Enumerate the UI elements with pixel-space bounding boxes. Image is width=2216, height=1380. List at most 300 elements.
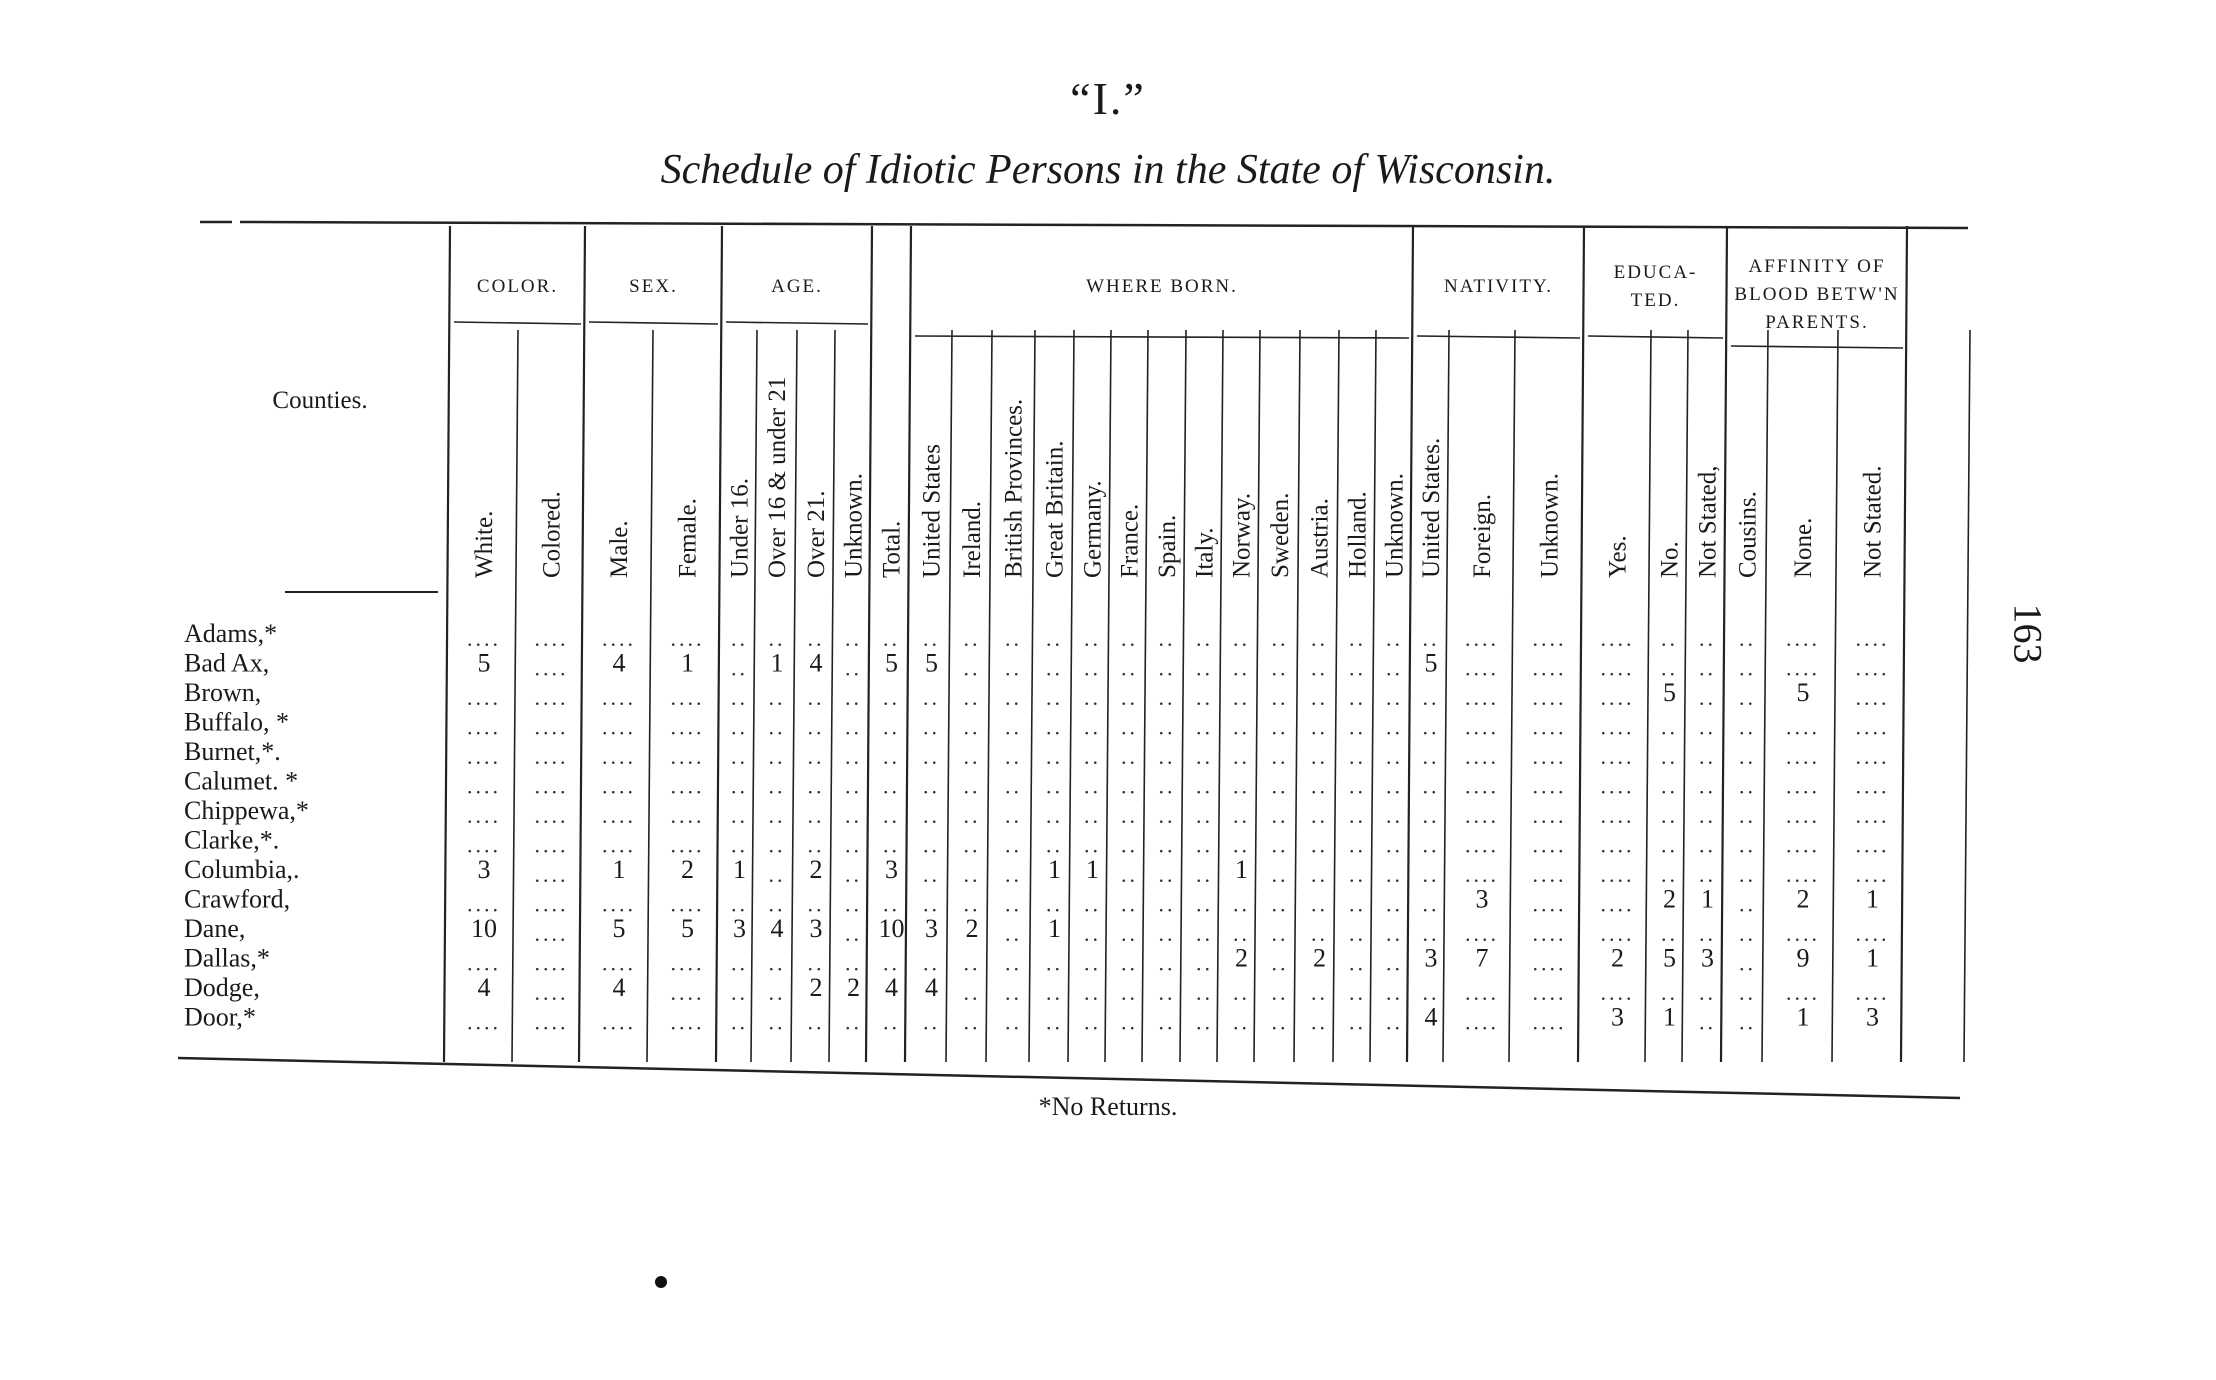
cell-leader: .... <box>1532 921 1567 946</box>
cell-leader: .. <box>1349 773 1366 799</box>
column-header-born-6: Spain. <box>1154 514 1181 578</box>
cell-leader: .. <box>1005 832 1022 858</box>
cell-leader: .... <box>1855 744 1890 769</box>
cell-leader: .. <box>1422 862 1440 887</box>
cell-leader: .... <box>1600 832 1635 858</box>
column-divider <box>1180 330 1186 1062</box>
cell-leader: .. <box>1271 626 1289 651</box>
column-header-born-2: British Provinces. <box>1000 398 1028 578</box>
cell-value: 2 <box>847 973 860 1002</box>
cell-leader: .... <box>1465 1009 1499 1035</box>
cell-value: 3 <box>733 914 746 943</box>
column-header-born-10: Austria. <box>1306 498 1334 578</box>
cell-leader: .... <box>602 685 636 710</box>
page-number: 163 <box>2005 603 2051 664</box>
column-header-born-11: Holland. <box>1344 491 1372 578</box>
cell-leader: .. <box>1386 803 1403 828</box>
cell-leader: .. <box>1699 1009 1716 1035</box>
cell-value: 4 <box>925 973 938 1002</box>
cell-leader: .. <box>1661 921 1678 946</box>
cell-value: 4 <box>770 914 784 943</box>
group-header-sex: SEX. <box>629 276 678 297</box>
cell-leader: .. <box>1271 980 1289 1005</box>
cell-value: 1 <box>1086 855 1099 884</box>
cell-leader: .. <box>963 803 981 828</box>
cell-leader: .... <box>467 891 501 917</box>
cell-leader: .. <box>1158 773 1176 799</box>
column-header-age-0: Under 16. <box>726 478 754 578</box>
cell-leader: .... <box>670 744 705 769</box>
cell-leader: .... <box>1786 744 1820 769</box>
cell-leader: .. <box>1699 773 1716 799</box>
cell-value: 4 <box>612 973 626 1002</box>
cell-leader: .. <box>1422 626 1440 651</box>
column-divider <box>1762 330 1768 1062</box>
cell-leader: .. <box>731 655 748 681</box>
group-underline <box>454 322 581 324</box>
cell-value: 2 <box>681 855 694 884</box>
cell-leader: .. <box>768 773 786 799</box>
cell-leader: .... <box>1786 832 1820 858</box>
cell-leader: .... <box>1855 685 1890 710</box>
cell-leader: .... <box>1786 626 1820 651</box>
group-underline <box>1588 336 1723 338</box>
cell-leader: .. <box>1386 744 1403 769</box>
cell-leader: .. <box>1196 773 1213 799</box>
cell-leader: .. <box>1349 655 1366 681</box>
cell-value: 2 <box>965 914 979 943</box>
cell-leader: .. <box>1233 744 1250 769</box>
cell-leader: .... <box>1600 773 1635 799</box>
column-header-born-12: Unknown. <box>1381 473 1409 578</box>
footnote: *No Returns. <box>1038 1092 1178 1121</box>
cell-leader: .. <box>883 744 900 769</box>
cell-leader: .... <box>670 714 705 740</box>
county-name: Calumet. * <box>184 766 299 796</box>
cell-value: 5 <box>1663 943 1676 973</box>
cell-leader: .. <box>845 803 862 828</box>
cell-leader: .. <box>1121 685 1138 710</box>
cell-leader: .... <box>1532 773 1567 799</box>
cell-leader: .. <box>845 921 862 946</box>
cell-leader: .. <box>1271 714 1289 740</box>
cell-leader: .. <box>1005 1009 1022 1035</box>
cell-leader: .. <box>1005 862 1022 887</box>
cell-value: 10 <box>878 914 905 943</box>
cell-leader: .. <box>1271 803 1289 828</box>
cell-leader: .... <box>467 744 501 769</box>
column-header-total-0: Total. <box>878 520 906 578</box>
cell-leader: .. <box>1121 980 1138 1005</box>
cell-leader: .. <box>1158 744 1176 769</box>
cell-leader: .... <box>467 685 501 710</box>
cell-value: 5 <box>477 648 491 678</box>
cell-leader: .... <box>534 921 569 946</box>
group-divider <box>905 226 911 1062</box>
cell-leader: .. <box>1349 744 1366 769</box>
column-header-age-2: Over 21. <box>803 490 830 578</box>
cell-leader: .. <box>1311 803 1328 828</box>
cell-leader: .. <box>1196 685 1213 710</box>
cell-leader: .... <box>1855 980 1890 1005</box>
cell-leader: .. <box>1349 921 1366 946</box>
cell-leader: .. <box>731 685 748 710</box>
cell-leader: .. <box>963 950 981 976</box>
cell-value: 5 <box>612 914 626 943</box>
cell-leader: .... <box>467 832 501 858</box>
cell-leader: .. <box>1233 803 1250 828</box>
cell-leader: .. <box>923 862 940 887</box>
cell-leader: .. <box>1196 655 1213 681</box>
cell-leader: .... <box>534 862 569 887</box>
cell-value: 1 <box>1048 855 1061 884</box>
cell-leader: .. <box>1349 980 1366 1005</box>
cell-leader: .. <box>1196 803 1213 828</box>
cell-leader: .. <box>1121 803 1138 828</box>
cell-leader: .... <box>1855 626 1890 651</box>
cell-value: 1 <box>681 648 694 678</box>
cell-leader: .... <box>602 832 636 858</box>
cell-leader: .. <box>1233 773 1250 799</box>
cell-leader: .. <box>1311 921 1328 946</box>
cell-leader: .. <box>731 744 748 769</box>
cell-leader: .... <box>534 950 569 976</box>
table-body <box>184 619 1890 1035</box>
cell-leader: .. <box>1046 714 1063 740</box>
column-divider <box>986 330 992 1062</box>
cell-leader: .. <box>923 1009 940 1035</box>
cell-leader: .. <box>1158 803 1176 828</box>
cell-leader: .. <box>768 685 786 710</box>
cell-leader: .... <box>1600 921 1635 946</box>
cell-leader: .... <box>1465 773 1499 799</box>
cell-leader: .. <box>807 685 825 710</box>
cell-leader: .. <box>1196 626 1213 651</box>
cell-leader: .. <box>731 773 748 799</box>
column-header-affinity-1: None. <box>1790 517 1817 578</box>
group-header-nativity: NATIVITY. <box>1444 276 1553 297</box>
cell-leader: .... <box>1600 803 1635 828</box>
cell-leader: .. <box>963 862 981 887</box>
cell-leader: .. <box>845 862 862 887</box>
cell-leader: .... <box>670 980 705 1005</box>
cell-leader: .. <box>1196 1009 1213 1035</box>
cell-leader: .. <box>1046 655 1063 681</box>
cell-leader: .. <box>807 714 825 740</box>
cell-value: 4 <box>612 648 626 678</box>
cell-leader: .. <box>1005 921 1022 946</box>
cell-leader: .. <box>768 980 786 1005</box>
cell-leader: .. <box>963 832 981 858</box>
cell-leader: .. <box>1661 626 1678 651</box>
cell-leader: .... <box>1786 921 1820 946</box>
group-divider <box>1721 226 1727 1062</box>
column-header-sex-0: Male. <box>606 520 633 578</box>
cell-leader: .. <box>883 891 900 917</box>
column-divider <box>1370 330 1376 1062</box>
cell-value: 4 <box>885 973 898 1002</box>
cell-leader: .. <box>1121 773 1138 799</box>
column-divider <box>647 330 653 1062</box>
table-row <box>184 708 1890 740</box>
cell-leader: .. <box>1311 626 1328 651</box>
cell-leader: .. <box>1005 744 1022 769</box>
group-header-affinity: AFFINITY OF <box>1748 256 1886 277</box>
cell-leader: .... <box>1532 980 1567 1005</box>
group-header-color: COLOR. <box>476 276 559 297</box>
column-header-nativity-1: Foreign. <box>1469 493 1496 578</box>
cell-leader: .. <box>1739 862 1756 887</box>
cell-leader: .. <box>807 832 825 858</box>
cell-leader: .. <box>1739 744 1756 769</box>
cell-value: 4 <box>1424 1002 1438 1032</box>
cell-leader: .... <box>1532 950 1567 976</box>
cell-leader: .. <box>1121 862 1138 887</box>
column-header-born-1: Ireland. <box>959 500 986 578</box>
column-header-born-0: United States <box>918 443 946 578</box>
cell-leader: .. <box>1121 626 1138 651</box>
cell-value: 1 <box>770 648 784 678</box>
cell-value: 3 <box>477 855 491 884</box>
cell-value: 1 <box>1663 1002 1676 1032</box>
column-header-age-1: Over 16 & under 21 <box>764 376 791 578</box>
column-divider <box>1333 330 1339 1062</box>
cell-leader: .. <box>963 980 981 1005</box>
cell-leader: .... <box>670 626 705 651</box>
column-divider <box>1645 330 1651 1062</box>
cell-leader: .... <box>534 832 569 858</box>
cell-leader: .. <box>1422 714 1440 740</box>
cell-leader: .. <box>1196 891 1213 917</box>
cell-leader: .... <box>1600 744 1635 769</box>
group-underline <box>589 322 718 324</box>
cell-leader: .. <box>1349 1009 1366 1035</box>
cell-leader: .. <box>883 685 900 710</box>
cell-value: 3 <box>1611 1002 1624 1032</box>
cell-leader: .. <box>923 803 940 828</box>
column-header-born-7: Italy. <box>1191 527 1219 578</box>
cell-leader: .. <box>845 714 862 740</box>
cell-leader: .. <box>1661 655 1678 681</box>
cell-leader: .... <box>534 980 569 1005</box>
cell-leader: .... <box>1532 862 1567 887</box>
cell-value: 5 <box>1424 648 1438 678</box>
cell-leader: .. <box>1005 803 1022 828</box>
cell-value: 2 <box>1796 884 1810 914</box>
group-header-born: WHERE BORN. <box>1086 276 1238 297</box>
cell-leader: .. <box>807 626 825 651</box>
cell-leader: .. <box>1084 921 1101 946</box>
cell-leader: .. <box>731 1009 748 1035</box>
cell-leader: .. <box>1311 832 1328 858</box>
cell-leader: .... <box>1855 921 1890 946</box>
cell-leader: .. <box>1158 862 1176 887</box>
cell-value: 2 <box>809 973 823 1002</box>
cell-leader: .. <box>1422 891 1440 917</box>
cell-value: 10 <box>471 914 497 943</box>
cell-leader: .. <box>1386 891 1403 917</box>
cell-leader: .. <box>768 832 786 858</box>
cell-leader: .. <box>1046 891 1063 917</box>
cell-value: 1 <box>1866 943 1879 973</box>
counties-header: Counties. <box>272 387 368 414</box>
cell-leader: .. <box>1084 832 1101 858</box>
cell-leader: .... <box>1465 862 1499 887</box>
cell-leader: .. <box>1233 832 1250 858</box>
cell-leader: .. <box>807 803 825 828</box>
cell-leader: .... <box>467 1009 501 1035</box>
cell-leader: .. <box>731 714 748 740</box>
cell-leader: .. <box>845 1009 862 1035</box>
table-row <box>184 796 1890 828</box>
cell-leader: .. <box>1661 980 1678 1005</box>
cell-leader: .. <box>1084 1009 1101 1035</box>
cell-leader: .... <box>1532 655 1567 681</box>
cell-leader: .. <box>1196 980 1213 1005</box>
cell-leader: .... <box>1855 714 1890 740</box>
group-header-age: AGE. <box>771 276 823 297</box>
cell-leader: .. <box>1386 921 1403 946</box>
cell-leader: .. <box>923 744 940 769</box>
cell-leader: .... <box>1465 832 1499 858</box>
cell-leader: .. <box>963 1009 981 1035</box>
cell-leader: .. <box>1196 832 1213 858</box>
cell-leader: .. <box>768 1009 786 1035</box>
table-row <box>184 649 1890 681</box>
cell-leader: .. <box>1233 980 1250 1005</box>
cell-leader: .. <box>1271 832 1289 858</box>
cell-leader: .... <box>534 744 569 769</box>
cell-leader: .... <box>534 773 569 799</box>
cell-leader: .... <box>1532 891 1567 917</box>
cell-leader: .. <box>807 891 825 917</box>
cell-leader: .... <box>602 626 636 651</box>
cell-leader: .... <box>1786 803 1820 828</box>
cell-leader: .. <box>768 626 786 651</box>
cell-leader: .. <box>1196 714 1213 740</box>
cell-leader: .. <box>1422 921 1440 946</box>
county-name: Crawford, <box>184 884 291 914</box>
cell-leader: .. <box>1386 862 1403 887</box>
top-rule <box>240 222 1968 228</box>
cell-leader: .... <box>1600 862 1635 887</box>
cell-leader: .. <box>963 655 981 681</box>
cell-leader: .. <box>883 714 900 740</box>
cell-leader: .. <box>1661 714 1678 740</box>
cell-leader: .. <box>731 950 748 976</box>
cell-leader: .. <box>807 950 825 976</box>
cell-leader: .. <box>845 655 862 681</box>
cell-leader: .. <box>1121 950 1138 976</box>
county-name: Chippewa,* <box>184 796 309 825</box>
table-row <box>184 1003 1879 1035</box>
cell-leader: .. <box>1386 655 1403 681</box>
column-divider <box>1254 330 1260 1062</box>
cell-leader: .... <box>1600 685 1635 710</box>
cell-value: 3 <box>1424 943 1438 973</box>
cell-leader: .. <box>1046 685 1063 710</box>
cell-value: 4 <box>477 973 491 1002</box>
column-header-sex-1: Female. <box>674 498 702 578</box>
cell-leader: .. <box>1158 832 1176 858</box>
cell-leader: .... <box>467 950 501 976</box>
county-name: Buffalo, * <box>184 707 289 737</box>
group-header-educated: EDUCA- <box>1613 262 1698 283</box>
cell-leader: .. <box>1739 832 1756 858</box>
column-header-age-3: Unknown. <box>840 473 868 578</box>
cell-leader: .... <box>670 950 705 976</box>
cell-leader: .. <box>1196 921 1213 946</box>
cell-leader: .. <box>1084 980 1101 1005</box>
column-divider <box>829 330 835 1062</box>
cell-leader: .. <box>1386 714 1403 740</box>
cell-leader: .. <box>1196 744 1213 769</box>
cell-value: 1 <box>1048 914 1061 943</box>
cell-leader: .. <box>883 832 900 858</box>
cell-leader: .. <box>1349 626 1366 651</box>
cell-leader: .... <box>1465 714 1499 740</box>
cell-leader: .. <box>883 626 900 651</box>
cell-leader: .. <box>1349 714 1366 740</box>
cell-leader: .. <box>845 773 862 799</box>
cell-leader: .... <box>1786 773 1820 799</box>
cell-leader: .... <box>1600 626 1635 651</box>
cell-leader: .. <box>1084 714 1101 740</box>
cell-leader: .. <box>1386 626 1403 651</box>
cell-leader: .... <box>534 685 569 710</box>
cell-leader: .. <box>1084 950 1101 976</box>
cell-leader: .. <box>1046 803 1063 828</box>
group-divider <box>579 226 585 1062</box>
column-headers <box>272 377 1886 578</box>
cell-leader: .. <box>1311 655 1328 681</box>
cell-leader: .. <box>1158 714 1176 740</box>
column-divider <box>1142 330 1148 1062</box>
cell-leader: .. <box>1046 950 1063 976</box>
county-name: Adams,* <box>184 619 278 648</box>
cell-leader: .. <box>1121 832 1138 858</box>
cell-leader: .... <box>1786 862 1820 887</box>
cell-leader: .. <box>1084 655 1101 681</box>
county-name: Dallas,* <box>184 943 270 973</box>
cell-leader: .... <box>670 891 705 917</box>
cell-leader: .. <box>883 950 900 976</box>
county-name: Bad Ax, <box>184 648 270 678</box>
cell-leader: .. <box>1386 773 1403 799</box>
ink-blot <box>655 1276 667 1288</box>
cell-leader: .. <box>1349 862 1366 887</box>
cell-leader: .. <box>1386 950 1403 976</box>
cell-value: 5 <box>1796 678 1810 707</box>
cell-value: 3 <box>885 855 898 884</box>
cell-leader: .... <box>1532 803 1567 828</box>
cell-value: 9 <box>1796 943 1810 973</box>
cell-leader: .. <box>1158 891 1176 917</box>
cell-leader: .. <box>1699 626 1716 651</box>
column-header-born-5: France. <box>1116 503 1144 578</box>
cell-leader: .. <box>1739 921 1756 946</box>
group-header-educated: TED. <box>1630 290 1681 311</box>
cell-leader: .... <box>670 803 705 828</box>
cell-leader: .... <box>467 626 501 651</box>
cell-leader: .... <box>1465 803 1499 828</box>
cell-leader: .... <box>670 1009 705 1035</box>
cell-value: 4 <box>809 648 823 678</box>
cell-leader: .... <box>1465 626 1499 651</box>
cell-leader: .... <box>534 626 569 651</box>
cell-leader: .. <box>883 1009 900 1035</box>
column-divider <box>1068 330 1074 1062</box>
